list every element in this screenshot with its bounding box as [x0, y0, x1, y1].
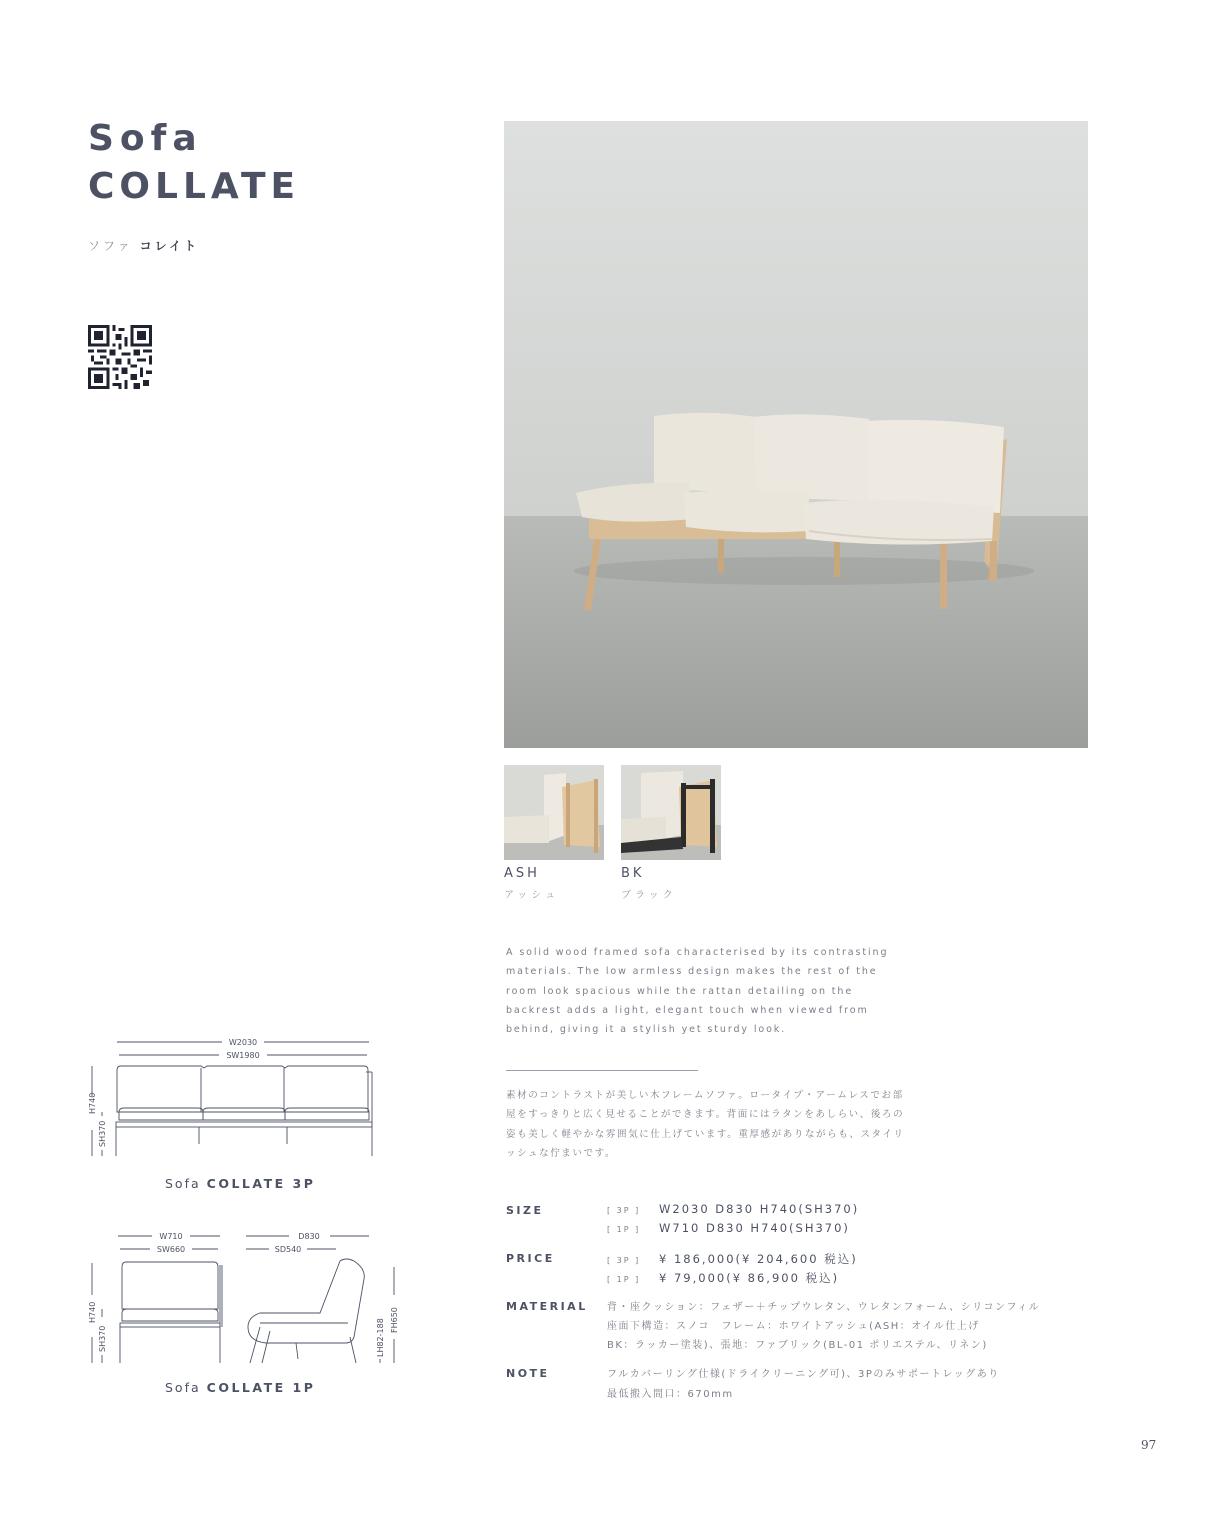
spec-price-1p: [607, 1270, 839, 1286]
spec-size-3p-tag: [ 3P ]: [607, 1206, 641, 1215]
dim-1p-seat-depth: SD540: [274, 1245, 302, 1254]
spec-note-line1: フルカバーリング仕様(ドライクリーニング可)、3Pのみサポートレッグあり: [607, 1369, 1000, 1380]
diagram-sofa-1p: [84, 1227, 404, 1372]
spec-note-line2: 最低搬入間口：670mm: [607, 1389, 734, 1400]
spec-material-label: MATERIAL: [506, 1300, 588, 1313]
caption-3p: [165, 1176, 315, 1191]
description-english: A solid wood framed sofa characterised by its contrasting materials. The low armless design makes the rest of the room look spacious while the rattan detailing on the backrest adds a light, elegant touch when viewed from behind, giving it a stylish yet sturdy look.: [506, 947, 889, 1036]
title-sofa: Sofa: [88, 118, 203, 159]
dim-1p-seat-width: SW660: [156, 1245, 186, 1254]
spec-size-3p-value: W2030 D830 H740(SH370): [659, 1202, 860, 1216]
spec-price-3p: [607, 1251, 858, 1267]
spec-price-3p-value: ¥ 186,000(¥ 204,600 税込): [659, 1252, 858, 1266]
spec-size-1p-value: W710 D830 H740(SH370): [659, 1221, 850, 1235]
spec-price-3p-tag: [ 3P ]: [607, 1256, 641, 1265]
subtitle: [88, 237, 199, 254]
caption-1p-prefix: Sofa: [165, 1380, 201, 1395]
dim-3p-seat-height: SH370: [98, 1120, 107, 1147]
swatch-bk-photo: [621, 765, 721, 860]
dim-1p-frame-height: FH650: [390, 1307, 399, 1333]
title-collate: COLLATE: [88, 166, 301, 207]
caption-3p-prefix: Sofa: [165, 1176, 201, 1191]
spec-size-1p-tag: [ 1P ]: [607, 1225, 641, 1234]
spec-price-label: PRICE: [506, 1252, 555, 1265]
caption-3p-name: COLLATE 3P: [206, 1176, 316, 1191]
dim-1p-leg-height: LH82-188: [376, 1318, 385, 1357]
subtitle-category: ソファ: [88, 239, 133, 253]
swatch-ash-photo: [504, 765, 604, 860]
spec-size-1p: [607, 1221, 850, 1235]
spec-price-1p-tag: [ 1P ]: [607, 1275, 641, 1284]
swatch-ash-code: ASH: [504, 866, 540, 881]
dim-1p-depth: D830: [298, 1232, 320, 1241]
spec-size-3p: [607, 1202, 859, 1216]
spec-material-line2: 座面下構造：スノコ フレーム：ホワイトアッシュ(ASH：オイル仕上げ: [607, 1321, 980, 1332]
dim-1p-height: H740: [88, 1301, 97, 1323]
subtitle-name: コレイト: [139, 239, 199, 253]
qr-code[interactable]: [88, 325, 152, 389]
swatch-bk-jp: ブラック: [621, 890, 677, 901]
spec-material-line1: 背・座クッション：フェザー＋チップウレタン、ウレタンフォーム、シリコンフィル: [607, 1302, 1041, 1313]
divider: [506, 1070, 698, 1071]
dim-3p-width: W2030: [228, 1038, 258, 1047]
caption-1p: [165, 1380, 315, 1395]
diagram-sofa-3p: [84, 1032, 384, 1162]
spec-price-1p-value: ¥ 79,000(¥ 86,900 税込): [659, 1271, 840, 1285]
page-number: 97: [1141, 1438, 1157, 1452]
dim-3p-height: H740: [88, 1092, 97, 1114]
spec-note-label: NOTE: [506, 1367, 550, 1380]
description-japanese: 素材のコントラストが美しい木フレームソファ。ロータイプ・アームレスでお部屋をすっきりと広く見せることができます。背面にはラタンをあしらい、後ろの姿も美しく軽やかな雰囲気に仕上げています。重厚感がありながらも、スタイリッシュな佇まいです。: [506, 1090, 905, 1159]
dim-1p-width: W710: [159, 1232, 183, 1241]
spec-material-line3: BK：ラッカー塗装)、張地：ファブリック(BL-01 ポリエステル、リネン): [607, 1340, 988, 1351]
product-photo-sofa-3p: [504, 121, 1088, 748]
swatch-bk-code: BK: [621, 866, 645, 881]
caption-1p-name: COLLATE 1P: [206, 1380, 316, 1395]
dim-1p-seat-height: SH370: [98, 1325, 107, 1352]
swatch-ash-jp: アッシュ: [504, 890, 560, 901]
dim-3p-seat-width: SW1980: [226, 1051, 260, 1060]
spec-size-label: SIZE: [506, 1204, 544, 1217]
